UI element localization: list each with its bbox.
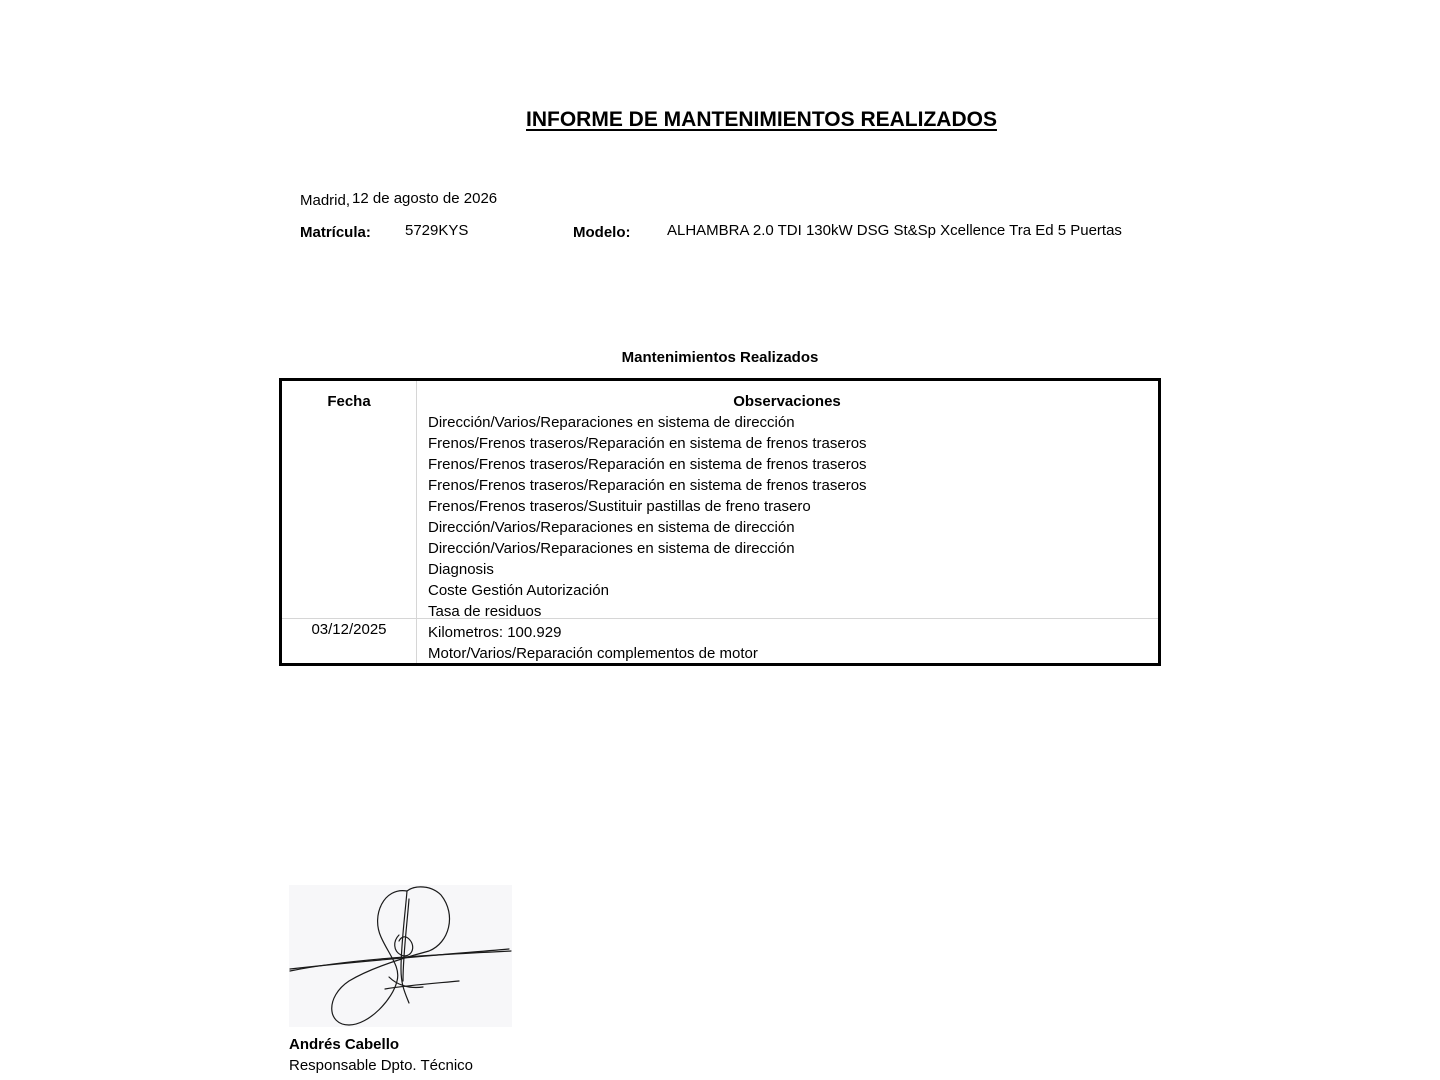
observation-line: Kilometros: 100.929	[428, 624, 562, 641]
maintenance-table-title: Mantenimientos Realizados	[621, 349, 819, 366]
place-text: Madrid,	[300, 192, 351, 209]
signature-drawing	[289, 885, 512, 1027]
observation-line: Frenos/Frenos traseros/Reparación en sistema de frenos traseros	[428, 435, 867, 452]
plate-label: Matrícula:	[300, 224, 371, 241]
observation-line: Coste Gestión Autorización	[428, 582, 609, 599]
observation-line: Dirección/Varios/Reparaciones en sistema de dirección	[428, 519, 795, 536]
column-divider	[416, 381, 417, 663]
observation-line: Motor/Varios/Reparación complementos de motor	[428, 645, 758, 662]
signer-name: Andrés Cabello	[289, 1036, 400, 1053]
model-value: ALHAMBRA 2.0 TDI 130kW DSG St&Sp Xcellence Tra Ed 5 Puertas	[667, 222, 1122, 239]
signature-image	[289, 885, 512, 1027]
observation-line: Frenos/Frenos traseros/Reparación en sistema de frenos traseros	[428, 477, 867, 494]
report-date: 12 de agosto de 2026	[352, 190, 498, 207]
signer-role: Responsable Dpto. Técnico	[289, 1057, 473, 1074]
observation-line: Frenos/Frenos traseros/Reparación en sistema de frenos traseros	[428, 456, 867, 473]
column-header-observaciones: Observaciones	[733, 393, 841, 410]
plate-value: 5729KYS	[405, 222, 469, 239]
row-2-date: 03/12/2025	[311, 621, 387, 638]
observation-line: Tasa de residuos	[428, 603, 542, 620]
observation-line: Dirección/Varios/Reparaciones en sistema de dirección	[428, 540, 795, 557]
document-title: INFORME DE MANTENIMIENTOS REALIZADOS	[526, 108, 997, 131]
observation-line: Diagnosis	[428, 561, 494, 578]
observation-line: Dirección/Varios/Reparaciones en sistema de dirección	[428, 414, 795, 431]
column-header-fecha: Fecha	[327, 393, 371, 410]
maintenance-table	[279, 378, 1161, 666]
row-2-observations	[428, 622, 758, 664]
observation-line: Frenos/Frenos traseros/Sustituir pastillas de freno trasero	[428, 498, 811, 515]
row-1-observations	[428, 412, 867, 622]
model-label: Modelo:	[573, 224, 631, 241]
